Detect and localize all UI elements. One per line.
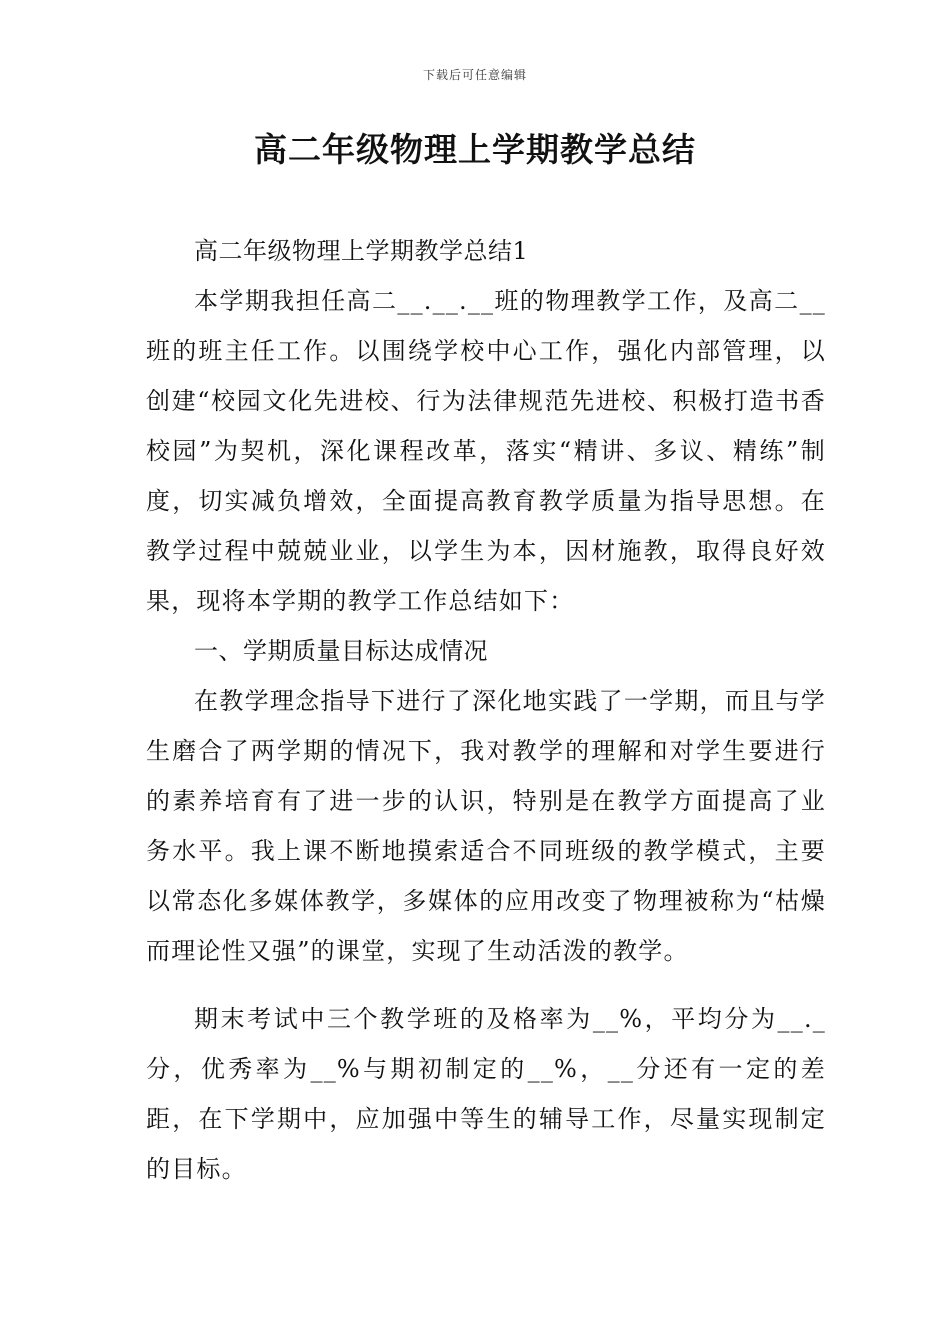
paragraph-teaching: 在教学理念指导下进行了深化地实践了一学期，而且与学生磨合了两学期的情况下，我对教学的理解和对学生要进行的素养培育有了进一步的认识，特别是在教学方面提高了业务水平。我上课不断地摸索适合不同班级的教学模式，主要以常态化多媒体教学，多媒体的应用改变了物理被称为“枯燥而理论性又强”的课堂，实现了生动活泼的教学。 — [146, 687, 826, 965]
header-note: 下载后可任意编辑 — [422, 68, 527, 82]
paragraph-exam: 期末考试中三个教学班的及格率为__%，平均分为__._分，优秀率为__%与期初制定的__%，__分还有一定的差距，在下学期中，应加强中等生的辅导工作，尽量实现制定的目标。 — [146, 1005, 826, 1183]
document-title: 高二年级物理上学期教学总结 — [254, 130, 696, 169]
section-heading: 一、学期质量目标达成情况 — [194, 637, 488, 665]
paragraph-intro: 本学期我担任高二__.__.__班的物理教学工作，及高二__班的班主任工作。以围绕学校中心工作，强化内部管理，以创建“校园文化先进校、行为法律规范先进校、积极打造书香校园”为契机，深化课程改革，落实“精讲、多议、精练”制度，切实减负增效，全面提高教育教学质量为指导思想。在教学过程中兢兢业业，以学生为本，因材施教，取得良好效果，现将本学期的教学工作总结如下： — [146, 287, 826, 615]
document-body — [146, 226, 826, 1194]
section-heading: 高二年级物理上学期教学总结1 — [194, 237, 529, 265]
